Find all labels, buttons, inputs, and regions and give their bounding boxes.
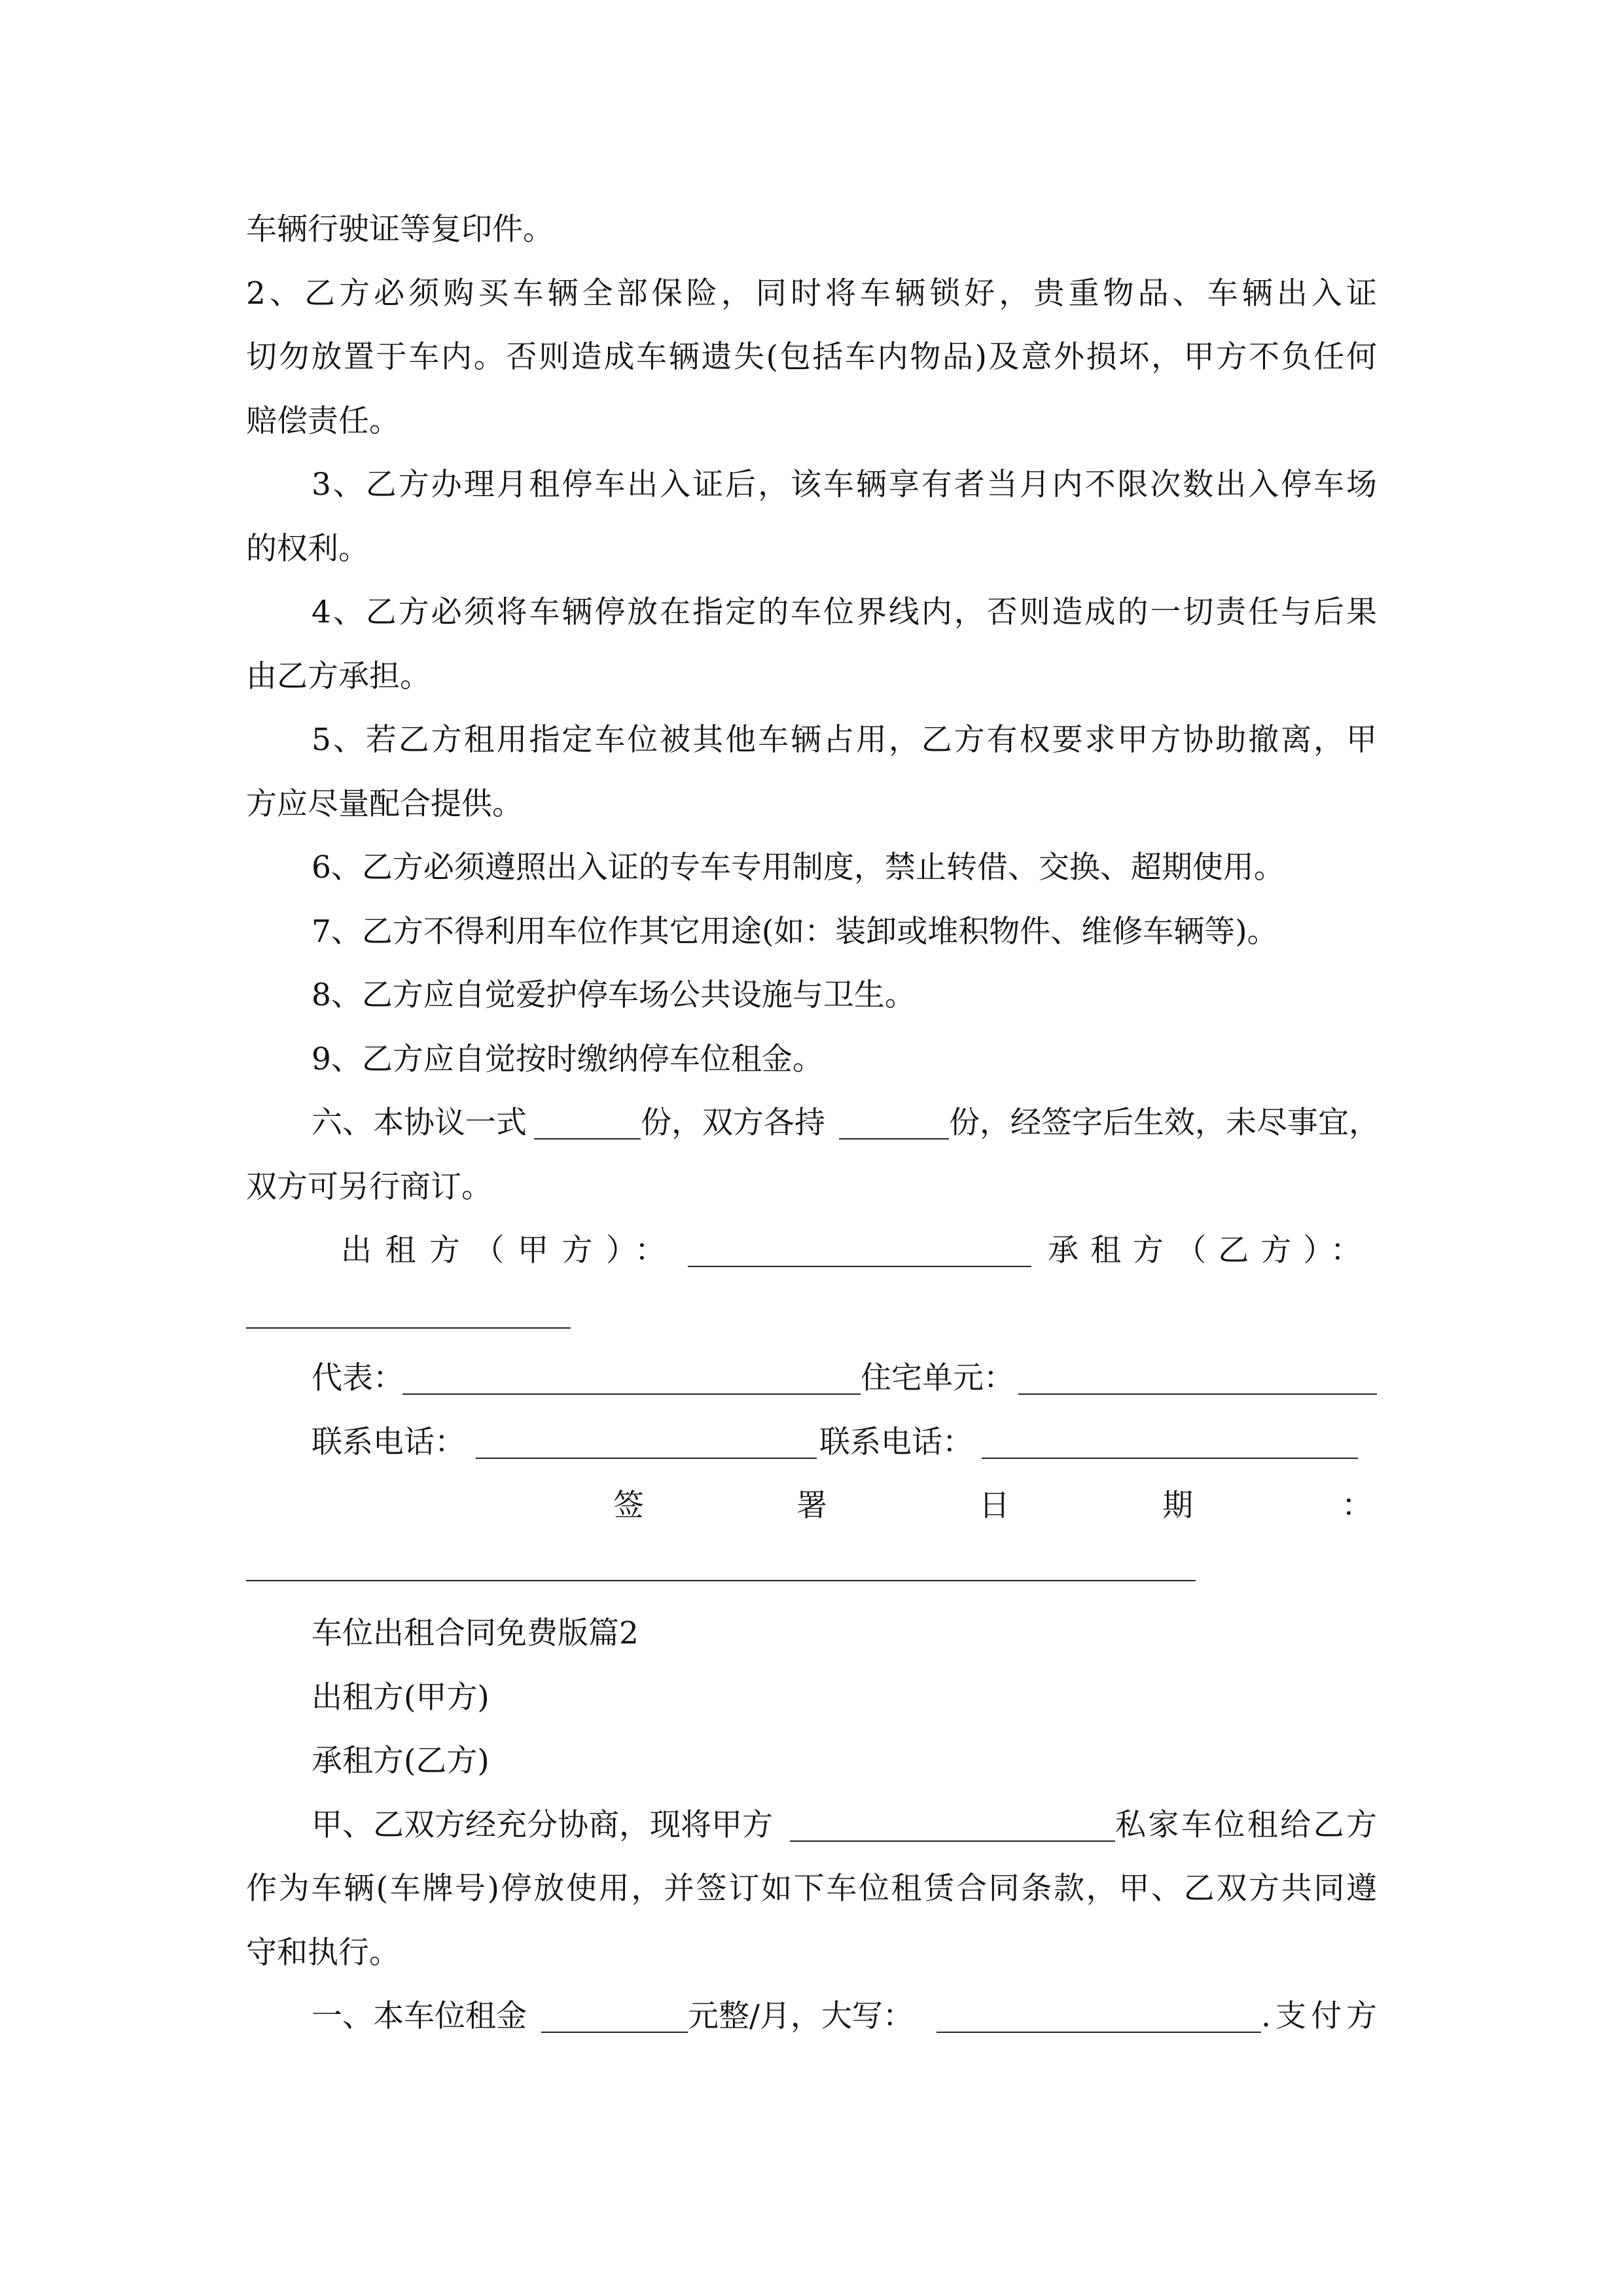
clause-8: 8、乙方应自觉爱护停车场公共设施与卫生。 xyxy=(312,977,916,1013)
lessee-label: 承租方（乙方）： xyxy=(1048,1232,1361,1268)
party-a-name-blank[interactable] xyxy=(790,1793,1115,1842)
clause-6: 6、乙方必须遵照出入证的专车专用制度，禁止转借、交换、超期使用。 xyxy=(312,850,1285,886)
clause-2-line: 赔偿责任。 xyxy=(246,403,400,439)
clause-3-line: 3、乙方办理月租停车出入证后，该车辆享有者当月内不限次数出入停车场 xyxy=(312,467,1377,503)
lessee-phone-blank[interactable] xyxy=(982,1410,1358,1459)
preamble-line: 作为车辆(车牌号)停放使用，并签订如下车位租赁合同条款，甲、乙双方共同遵 xyxy=(246,1871,1377,1907)
signing-date-char: 签 xyxy=(613,1488,644,1524)
lessor-signature-blank[interactable] xyxy=(688,1219,1031,1267)
rent-text: 一、本车位租金 xyxy=(312,1998,527,2034)
representative-label: 代表： xyxy=(312,1360,404,1396)
clause-2-line: 2、乙方必须购买车辆全部保险，同时将车辆锁好，贵重物品、车辆出入证 xyxy=(246,276,1377,312)
section-6-text: 六、本协议一式 xyxy=(312,1105,527,1141)
lessor-phone-label: 联系电话： xyxy=(312,1424,465,1460)
clause-3-line: 的权利。 xyxy=(246,531,369,567)
preamble-line xyxy=(0,1793,1623,1857)
copies-total-blank[interactable] xyxy=(534,1091,641,1139)
signing-date-char: 署 xyxy=(796,1488,827,1524)
preamble-text: 甲、乙双方经充分协商，现将甲方 xyxy=(312,1807,773,1843)
preamble-text: 私家车位租给乙方 xyxy=(1115,1807,1377,1843)
residential-unit-label: 住宅单元： xyxy=(861,1360,1014,1396)
clause-2-line: 切勿放置于车内。否则造成车辆遗失(包括车内物品)及意外损坏，甲方不负任何 xyxy=(246,339,1377,375)
signing-date-blank[interactable] xyxy=(246,1580,1196,1581)
rent-line xyxy=(0,1984,1623,2049)
representative-blank[interactable] xyxy=(402,1346,861,1395)
paragraph-line: 车辆行驶证等复印件。 xyxy=(246,211,554,247)
clause-9: 9、乙方应自觉按时缴纳停车位租金。 xyxy=(312,1041,823,1077)
party-a-line: 出租方(甲方) xyxy=(312,1679,490,1715)
rent-amount-blank[interactable] xyxy=(541,1984,688,2033)
clause-4-line: 4、乙方必须将车辆停放在指定的车位界线内，否则造成的一切责任与后果 xyxy=(312,594,1377,630)
preamble-line: 守和执行。 xyxy=(246,1935,400,1971)
section-6-line: 双方可另行商订。 xyxy=(246,1169,492,1205)
signature-parties-line xyxy=(0,1219,1623,1283)
rent-text: 元整/月，大写： xyxy=(688,1998,914,2034)
phone-line xyxy=(0,1410,1623,1475)
signing-date-char: 期 xyxy=(1162,1488,1193,1524)
rent-amount-words-blank[interactable] xyxy=(936,1984,1261,2033)
lessee-phone-label: 联系电话： xyxy=(819,1424,973,1460)
lessee-signature-blank[interactable] xyxy=(246,1327,571,1329)
copies-each-blank[interactable] xyxy=(839,1091,949,1139)
signing-date-char: ： xyxy=(1342,1488,1372,1524)
rent-text: .支付方 xyxy=(1261,1998,1377,2034)
signing-date-line xyxy=(0,1474,1623,1538)
representative-line xyxy=(0,1346,1623,1410)
lessor-label: 出租方（甲方）： xyxy=(341,1232,666,1268)
section-6-line xyxy=(0,1091,1623,1155)
section-6-text: 份，双方各持 xyxy=(641,1105,825,1141)
lessor-phone-blank[interactable] xyxy=(476,1410,817,1459)
signing-date-char: 日 xyxy=(979,1488,1010,1524)
party-b-line: 承租方(乙方) xyxy=(312,1743,490,1779)
clause-4-line: 由乙方承担。 xyxy=(246,658,431,694)
section-6-text: 份，经签字后生效，未尽事宜， xyxy=(949,1105,1380,1141)
clause-5-line: 5、若乙方租用指定车位被其他车辆占用，乙方有权要求甲方协助撤离，甲 xyxy=(312,722,1377,758)
section-title: 车位出租合同免费版篇2 xyxy=(312,1615,639,1651)
clause-5-line: 方应尽量配合提供。 xyxy=(246,786,523,822)
clause-7: 7、乙方不得利用车位作其它用途(如：装卸或堆积物件、维修车辆等)。 xyxy=(312,914,1278,950)
residential-unit-blank[interactable] xyxy=(1018,1346,1377,1395)
